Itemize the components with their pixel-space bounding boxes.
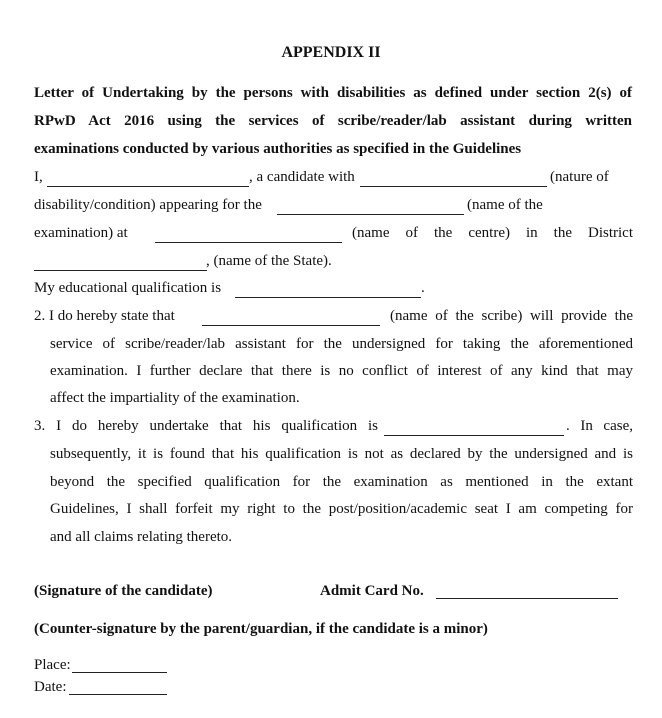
text-nature-of: (nature of xyxy=(550,169,609,185)
place-label: Place: xyxy=(34,657,71,673)
heading-line-2: RPwD Act 2016 using the services of scribe/reader/lab assistant during written xyxy=(34,113,632,129)
item-2-line-2: service of scribe/reader/lab assistant for the undersigned for taking the aforementioned xyxy=(50,336,633,352)
district-blank[interactable] xyxy=(34,270,207,271)
heading-line-1: Letter of Undertaking by the persons with disabilities as defined under section 2(s) of xyxy=(34,85,632,101)
text-i: I, xyxy=(34,169,43,185)
centre-name-blank[interactable] xyxy=(155,242,342,243)
item-2-line-4: affect the impartiality of the examination. xyxy=(50,390,300,406)
place-blank[interactable] xyxy=(72,672,167,673)
admit-card-label: Admit Card No. xyxy=(320,583,424,599)
scribe-qualification-blank[interactable] xyxy=(384,435,564,436)
disability-nature-blank[interactable] xyxy=(360,186,547,187)
text-period: . xyxy=(421,280,425,296)
item-3-line-2: subsequently, it is found that his qualification is not as declared by the undersigned and is xyxy=(50,446,633,462)
item-2-line-3: examination. I further declare that there is no conflict of interest of any kind that may xyxy=(50,363,633,379)
heading-line-3: examinations conducted by various authorities as specified in the Guidelines xyxy=(34,141,522,157)
text-qualification: My educational qualification is xyxy=(34,280,222,296)
date-blank[interactable] xyxy=(69,694,167,695)
text-scribe-will-provide: (name of the scribe) will provide the xyxy=(390,308,633,324)
scribe-name-blank[interactable] xyxy=(202,325,380,326)
text-in-case: . In case, xyxy=(566,418,633,434)
counter-signature-label: (Counter-signature by the parent/guardian, if the candidate is a minor) xyxy=(34,621,488,637)
item-2-start: 2. I do hereby state that xyxy=(34,308,175,324)
item-3-line-4: Guidelines, I shall forfeit my right to the post/position/academic seat I am competing for xyxy=(50,501,633,517)
item-3-line-5: and all claims relating thereto. xyxy=(50,529,233,545)
qualification-blank[interactable] xyxy=(235,297,421,298)
text-centre-district: (name of the centre) in the District xyxy=(352,225,633,241)
page-title: APPENDIX II xyxy=(281,44,381,61)
text-state: , (name of the State). xyxy=(206,253,332,269)
item-3-line-3: beyond the specified qualification for the examination as mentioned in the extant xyxy=(50,474,633,490)
examination-name-blank[interactable] xyxy=(277,214,464,215)
candidate-name-blank[interactable] xyxy=(47,186,249,187)
text-name-of-the: (name of the xyxy=(467,197,543,213)
admit-card-blank[interactable] xyxy=(436,598,618,599)
date-label: Date: xyxy=(34,679,67,695)
text-disability-condition: disability/condition) appearing for the xyxy=(34,197,262,213)
signature-candidate-label: (Signature of the candidate) xyxy=(34,583,213,599)
text-examination-at: examination) at xyxy=(34,225,128,241)
item-3-start: 3. I do hereby undertake that his qualification is xyxy=(34,418,378,434)
text-candidate-with: , a candidate with xyxy=(249,169,355,185)
